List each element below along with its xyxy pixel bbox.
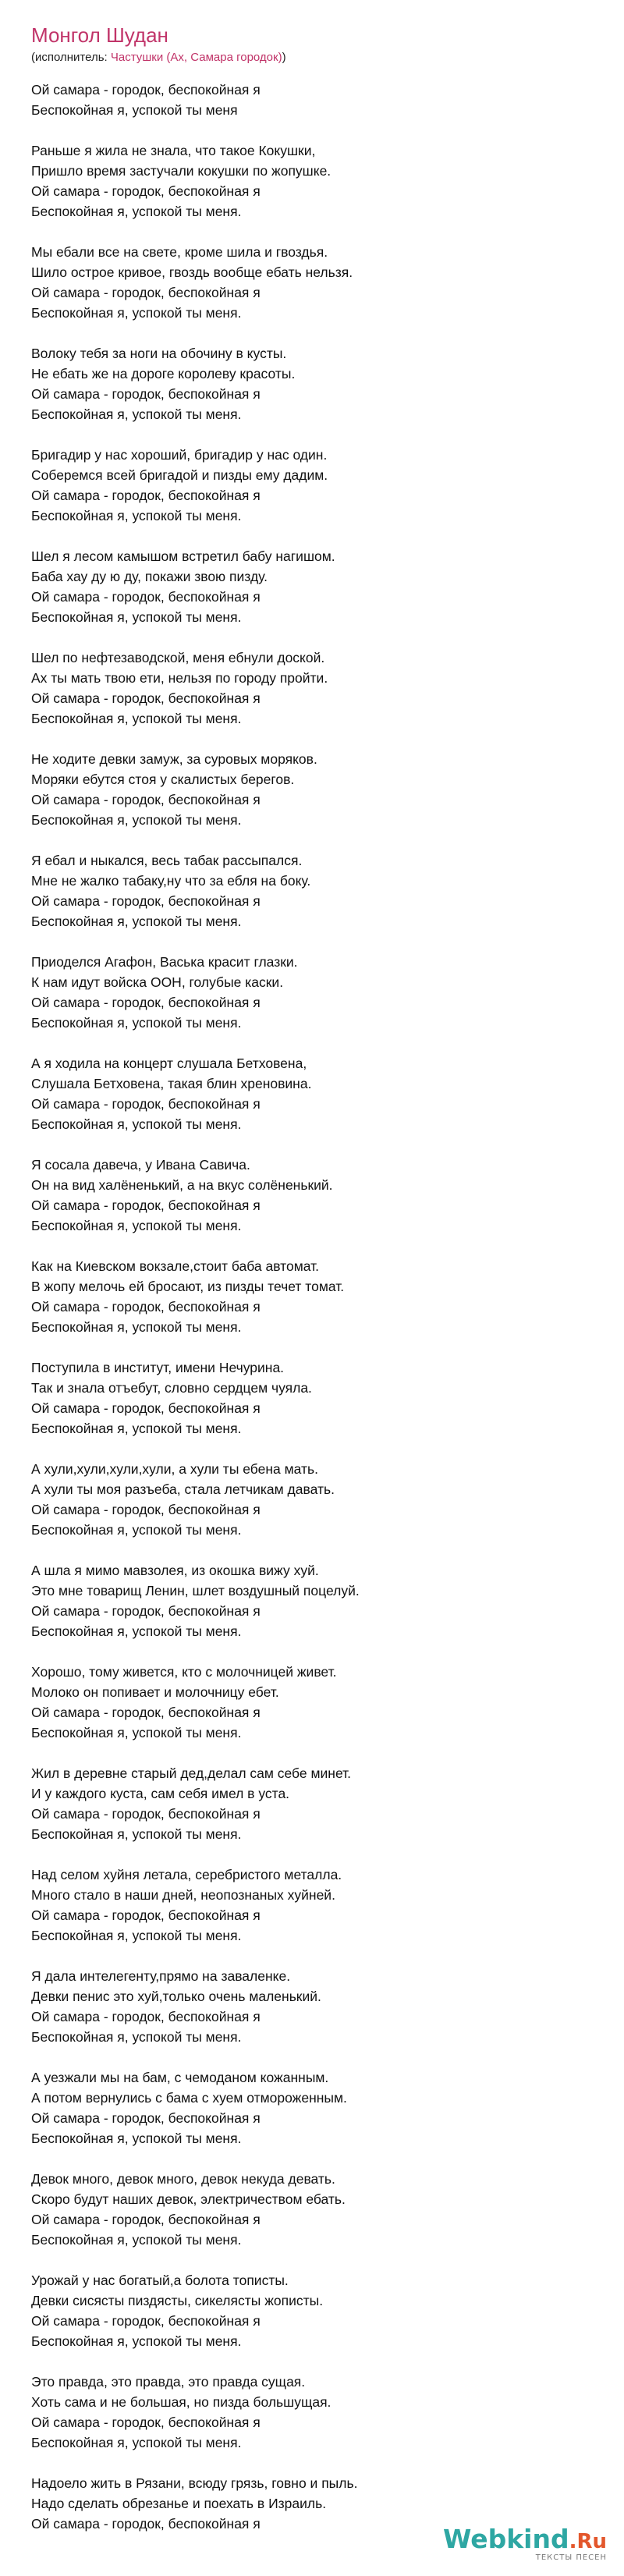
stanza [31, 1155, 593, 1236]
performer-line [31, 50, 593, 66]
lyric-line: Беспокойная я, успокой ты меня. [31, 2333, 242, 2349]
lyric-line: Ой самара - городок, беспокойная я [31, 1705, 261, 1720]
lyric-line: Беспокойная я, успокой ты меня. [31, 1826, 242, 1842]
lyric-line: А я ходила на концерт слушала Бетховена, [31, 1056, 307, 1071]
lyrics-body [31, 80, 593, 2534]
stanza [31, 445, 593, 526]
lyric-line: Урожай у нас богатый,а болота тописты. [31, 2273, 289, 2288]
lyric-line: Не ходите девки замуж, за суровых моряков. [31, 751, 317, 767]
lyric-line: Слушала Бетховена, такая блин хреновина. [31, 1076, 312, 1091]
lyric-line: Ой самара - городок, беспокойная я [31, 1299, 261, 1315]
lyric-line: Беспокойная я, успокой ты меня. [31, 711, 242, 726]
lyric-line: Ой самара - городок, беспокойная я [31, 2110, 261, 2126]
stanza [31, 1560, 593, 1641]
lyric-line: Пришло время застучали кокушки по жопушке. [31, 163, 332, 179]
logo-word: Webkind [442, 2524, 569, 2554]
lyric-line: Беспокойная я, успокой ты меня. [31, 2029, 242, 2045]
stanza [31, 1459, 593, 1540]
lyric-line: Ой самара - городок, беспокойная я [31, 82, 261, 98]
stanza [31, 2067, 593, 2148]
lyric-line: А шла я мимо мавзолея, из окошка вижу хуй. [31, 1563, 319, 1578]
lyric-line: Ой самара - городок, беспокойная я [31, 1603, 261, 1619]
performer-prefix: (исполнитель: [31, 51, 111, 64]
lyric-line: Приоделся Агафон, Васька красит глазки. [31, 954, 298, 970]
lyric-line: Ой самара - городок, беспокойная я [31, 1096, 261, 1112]
stanza [31, 2169, 593, 2250]
lyric-line: Беспокойная я, успокой ты меня. [31, 1116, 242, 1132]
lyric-line: Хоть сама и не большая, но пизда большущая. [31, 2394, 332, 2410]
lyric-line: Ой самара - городок, беспокойная я [31, 183, 261, 199]
lyric-line: Ой самара - городок, беспокойная я [31, 690, 261, 706]
lyric-line: Мне не жалко табаку,ну что за ебля на боку. [31, 873, 311, 889]
lyric-line: Мы ебали все на свете, кроме шила и гвоздья. [31, 244, 328, 260]
lyric-line: Ой самара - городок, беспокойная я [31, 1400, 261, 1416]
lyric-line: Соберемся всей бригадой и пизды ему дадим. [31, 467, 328, 483]
lyric-line: Ой самара - городок, беспокойная я [31, 589, 261, 605]
logo-domain: .Ru [569, 2530, 607, 2553]
performer-link[interactable]: Частушки (Ах, Самара городок) [110, 51, 282, 64]
lyric-line: Жил в деревне старый дед,делал сам себе минет. [31, 1765, 352, 1781]
lyric-line: Ой самара - городок, беспокойная я [31, 488, 261, 503]
lyric-line: А хули,хули,хули,хули, а хули ты ебена мать. [31, 1461, 318, 1477]
stanza [31, 749, 593, 830]
lyric-line: Хорошо, тому живется, кто с молочницей живет. [31, 1664, 337, 1680]
lyric-line: Надоело жить в Рязани, всюду грязь, говно и пыль. [31, 2475, 358, 2491]
lyric-line: Беспокойная я, успокой ты меня. [31, 2131, 242, 2146]
lyric-line: Беспокойная я, успокой ты меня. [31, 1725, 242, 1740]
stanza [31, 1966, 593, 2047]
lyric-line: Ой самара - городок, беспокойная я [31, 2516, 261, 2532]
lyric-line: Ах ты мать твою ети, нельзя по городу пройти. [31, 670, 328, 686]
lyric-line: Шило острое кривое, гвоздь вообще ебать нельзя. [31, 264, 353, 280]
lyric-line: Много стало в наши дней, неопознаных хуйней. [31, 1887, 335, 1903]
lyric-line: Шел по нефтезаводской, меня ебнули доской. [31, 650, 325, 665]
lyric-line: Беспокойная я, успокой ты меня. [31, 914, 242, 929]
lyric-line: Молоко он попивает и молочницу ебет. [31, 1684, 279, 1700]
stanza [31, 850, 593, 931]
lyric-line: Бригадир у нас хороший, бригадир у нас один. [31, 447, 328, 463]
stanza [31, 1357, 593, 1439]
lyric-line: Беспокойная я, успокой ты меня. [31, 1522, 242, 1538]
lyric-line: Надо сделать обрезанье и поехать в Израиль. [31, 2496, 327, 2511]
lyric-line: Ой самара - городок, беспокойная я [31, 2212, 261, 2227]
stanza [31, 140, 593, 222]
lyric-line: Ой самара - городок, беспокойная я [31, 2313, 261, 2329]
lyric-line: Моряки ебутся стоя у скалистых берегов. [31, 772, 295, 787]
lyric-line: Беспокойная я, успокой ты меня. [31, 812, 242, 828]
stanza [31, 80, 593, 120]
lyric-line: Это правда, это правда, это правда сущая. [31, 2374, 306, 2390]
lyric-line: И у каждого куста, сам себя имел в уста. [31, 1786, 290, 1801]
lyric-line: Ой самара - городок, беспокойная я [31, 1907, 261, 1923]
lyric-line: К нам идут войска ООН, голубые каски. [31, 974, 284, 990]
lyric-line: Ой самара - городок, беспокойная я [31, 1502, 261, 1517]
lyric-line: Поступила в институт, имени Нечурина. [31, 1360, 285, 1375]
stanza [31, 1763, 593, 1844]
stanza [31, 1662, 593, 1743]
lyric-line: Баба хау ду ю ду, покажи звою пизду. [31, 569, 268, 584]
lyric-line: Беспокойная я, успокой ты меня. [31, 1421, 242, 1436]
lyric-line: А хули ты моя разъеба, стала летчикам давать. [31, 1481, 335, 1497]
lyric-line: Ой самара - городок, беспокойная я [31, 386, 261, 402]
lyric-line: Ой самара - городок, беспокойная я [31, 285, 261, 300]
stanza [31, 546, 593, 627]
lyric-line: Беспокойная я, успокой ты меня. [31, 2232, 242, 2248]
lyric-line: Беспокойная я, успокой ты меня. [31, 204, 242, 219]
lyric-line: Я сосала давеча, у Ивана Савича. [31, 1157, 250, 1173]
lyric-line: Беспокойная я, успокой ты меня. [31, 609, 242, 625]
stanza [31, 343, 593, 424]
lyric-line: Ой самара - городок, беспокойная я [31, 893, 261, 909]
lyric-line: Скоро будут наших девок, электричеством ебать. [31, 2191, 346, 2207]
lyric-line: Над селом хуйня летала, серебристого металла. [31, 1867, 342, 1882]
lyric-line: Это мне товарищ Ленин, шлет воздушный поцелуй. [31, 1583, 360, 1598]
lyric-line: Ой самара - городок, беспокойная я [31, 2009, 261, 2024]
stanza [31, 648, 593, 729]
lyric-line: Не ебать же на дороге королеву красоты. [31, 366, 296, 381]
logo-tagline: ТЕКСТЫ ПЕСЕН [535, 2553, 607, 2562]
lyric-line: Волоку тебя за ноги на обочину в кусты. [31, 346, 287, 361]
lyric-line: Я дала интелегенту,прямо на заваленке. [31, 1968, 291, 1984]
lyric-line: Он на вид халёненький, а на вкус солёненький. [31, 1177, 333, 1193]
lyric-line: Беспокойная я, успокой ты меня [31, 102, 238, 118]
stanza [31, 1053, 593, 1134]
lyric-line: Ой самара - городок, беспокойная я [31, 1198, 261, 1213]
lyric-line: Ой самара - городок, беспокойная я [31, 995, 261, 1010]
lyric-line: Девки пенис это хуй,только очень маленький. [31, 1989, 321, 2004]
lyric-line: Беспокойная я, успокой ты меня. [31, 406, 242, 422]
lyric-line: А потом вернулись с бама с хуем отмороженным. [31, 2090, 347, 2106]
song-title: Монгол Шудан [31, 23, 168, 47]
lyric-line: Раньше я жила не знала, что такое Кокушки, [31, 143, 316, 158]
lyric-line: Беспокойная я, успокой ты меня. [31, 1623, 242, 1639]
lyric-line: Девок много, девок много, девок некуда девать. [31, 2171, 335, 2187]
lyric-line: А уезжали мы на бам, с чемоданом кожанным. [31, 2070, 329, 2085]
lyric-line: Так и знала отъебут, словно сердцем чуяла. [31, 1380, 312, 1396]
lyric-line: Ой самара - городок, беспокойная я [31, 2415, 261, 2430]
site-logo[interactable] [443, 2526, 607, 2562]
lyric-line: Беспокойная я, успокой ты меня. [31, 1928, 242, 1943]
stanza [31, 1865, 593, 1946]
lyric-line: Ой самара - городок, беспокойная я [31, 1806, 261, 1822]
lyric-line: Беспокойная я, успокой ты меня. [31, 2435, 242, 2450]
lyric-line: Беспокойная я, успокой ты меня. [31, 1218, 242, 1233]
lyric-line: Беспокойная я, успокой ты меня. [31, 1319, 242, 1335]
lyric-line: Ой самара - городок, беспокойная я [31, 792, 261, 807]
lyric-line: Беспокойная я, успокой ты меня. [31, 508, 242, 523]
lyric-line: Я ебал и ныкался, весь табак рассыпался. [31, 853, 303, 868]
lyric-line: В жопу мелочь ей бросают, из пизды течет томат. [31, 1279, 345, 1294]
stanza [31, 2372, 593, 2453]
lyric-line: Шел я лесом камышом встретил бабу нагишом. [31, 548, 335, 564]
stanza [31, 242, 593, 323]
stanza [31, 952, 593, 1033]
lyric-line: Беспокойная я, успокой ты меня. [31, 1015, 242, 1031]
performer-suffix: ) [282, 51, 286, 64]
lyric-line: Как на Киевском вокзале,стоит баба автомат. [31, 1258, 320, 1274]
stanza [31, 2270, 593, 2351]
lyric-line: Беспокойная я, успокой ты меня. [31, 305, 242, 321]
lyric-line: Девки сисясты пиздясты, сикелясты жописты. [31, 2293, 324, 2308]
stanza [31, 1256, 593, 1337]
